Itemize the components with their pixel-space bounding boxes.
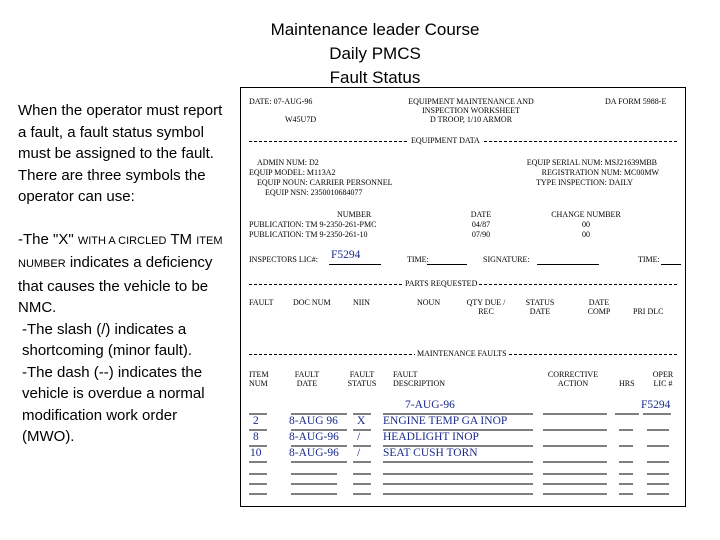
publication-1: PUBLICATION: TM 9-2350-261-PMC — [249, 220, 377, 229]
entry-date-0: 7-AUG-96 — [405, 399, 455, 411]
publication-1-change: 00 — [582, 220, 590, 229]
equip-model: EQUIP MODEL: M113A2 — [249, 168, 336, 177]
publication-1-date: 04/87 — [471, 220, 491, 229]
equip-noun: EQUIP NOUN: CARRIER PERSONNEL — [257, 178, 393, 187]
form-title-2: INSPECTION WORKSHEET — [422, 106, 520, 115]
row-3-item: 10 — [250, 447, 262, 459]
row-3-status: / — [357, 447, 361, 459]
fault-col-fault-status: FAULT STATUS — [347, 370, 377, 388]
unit-name: D TROOP, 1/10 ARMOR — [429, 115, 513, 124]
equip-serial-num: EQUIP SERIAL NUM: MSJ21639MBB — [526, 158, 657, 167]
inspectors-lic-label: INSPECTORS LIC#: — [249, 255, 318, 264]
unit-code: W45U7D — [285, 115, 317, 124]
explanation-text — [18, 100, 228, 448]
parts-requested-label: PARTS REQUESTED — [405, 279, 478, 288]
title-line-3: Fault Status — [329, 68, 421, 87]
row-3-date: 8-AUG-96 — [289, 447, 339, 459]
row-2-status: / — [357, 431, 361, 443]
col-number: NUMBER — [337, 210, 372, 219]
title-line-2: Daily PMCS — [329, 44, 421, 63]
row-1-description: ENGINE TEMP GA INOP — [383, 415, 508, 427]
equip-nsn: EQUIP NSN: 2350010684077 — [265, 188, 363, 197]
parts-col-doc-num: DOC NUM — [293, 298, 331, 307]
time-2-label: TIME: — [638, 255, 660, 264]
publication-2-change: 00 — [582, 230, 590, 239]
parts-col-status-date: STATUS DATE — [525, 298, 555, 316]
maintenance-worksheet-form — [240, 87, 686, 507]
fault-col-oper-lic: OPER LIC # — [652, 370, 674, 388]
admin-num: ADMIN NUM: D2 — [257, 158, 319, 167]
time-label: TIME: — [407, 255, 429, 264]
col-date: DATE — [470, 210, 492, 219]
equipment-data-label: EQUIPMENT DATA — [411, 136, 480, 145]
form-title-1: EQUIPMENT MAINTENANCE AND — [408, 97, 534, 106]
form-date: DATE: 07-AUG-96 — [249, 97, 313, 106]
publication-2-date: 07/90 — [471, 230, 491, 239]
fault-col-item-num: ITEM NUM — [249, 370, 269, 388]
row-2-date: 8-AUG-96 — [289, 431, 339, 443]
x-symbol-paragraph: -The "X" WITH A CIRCLED TM ITEM NUMBER indicates a deficiency that causes the vehicle to be NMC. — [18, 230, 223, 316]
fault-grid-rows — [249, 414, 671, 494]
dash-symbol-paragraph: -The dash (--) indicates the vehicle is overdue a normal modification work order (MWO). — [22, 363, 205, 445]
inspector-lic-value: F5294 — [331, 249, 361, 261]
parts-col-date-comp: DATE COMP — [587, 298, 611, 316]
publication-2: PUBLICATION: TM 9-2350-261-10 — [249, 230, 368, 239]
fault-col-description: FAULT DESCRIPTION — [393, 370, 446, 388]
col-change-number: CHANGE NUMBER — [551, 210, 621, 219]
fault-col-fault-date: FAULT DATE — [294, 370, 320, 388]
fault-grid-lines — [241, 88, 685, 506]
row-1-date: 8-AUG 96 — [289, 415, 338, 427]
parts-col-noun: NOUN — [417, 298, 441, 307]
registration-num: REGISTRATION NUM: MC00MW — [541, 168, 659, 177]
row-2-item: 8 — [253, 431, 259, 443]
parts-col-niin: NIIN — [353, 298, 370, 307]
intro-paragraph: When the operator must report a fault, a fault status symbol must be assigned to the fault. There are three symbols the operator can use: — [18, 102, 223, 205]
title-line-1: Maintenance leader Course — [270, 20, 480, 39]
entry-lic-0: F5294 — [641, 399, 671, 411]
row-1-status: X — [357, 415, 366, 427]
fault-col-corrective-action: CORRECTIVE ACTION — [547, 370, 599, 388]
parts-col-pri-dlc: PRI DLC — [633, 307, 664, 316]
type-inspection: TYPE INSPECTION: DAILY — [536, 178, 633, 187]
da-form-number: DA FORM 5988-E — [605, 97, 667, 106]
row-3-description: SEAT CUSH TORN — [383, 447, 478, 459]
slash-symbol-paragraph: -The slash (/) indicates a shortcoming (minor fault). — [22, 320, 193, 359]
row-2-description: HEADLIGHT INOP — [383, 431, 479, 443]
fault-col-hrs: HRS — [619, 379, 635, 388]
maintenance-faults-label: MAINTENANCE FAULTS — [417, 349, 507, 358]
parts-col-qty: QTY DUE / REC — [466, 298, 506, 316]
signature-label: SIGNATURE: — [483, 255, 530, 264]
row-1-item: 2 — [253, 415, 259, 427]
slide-title — [230, 18, 520, 90]
parts-col-fault: FAULT — [249, 298, 274, 307]
